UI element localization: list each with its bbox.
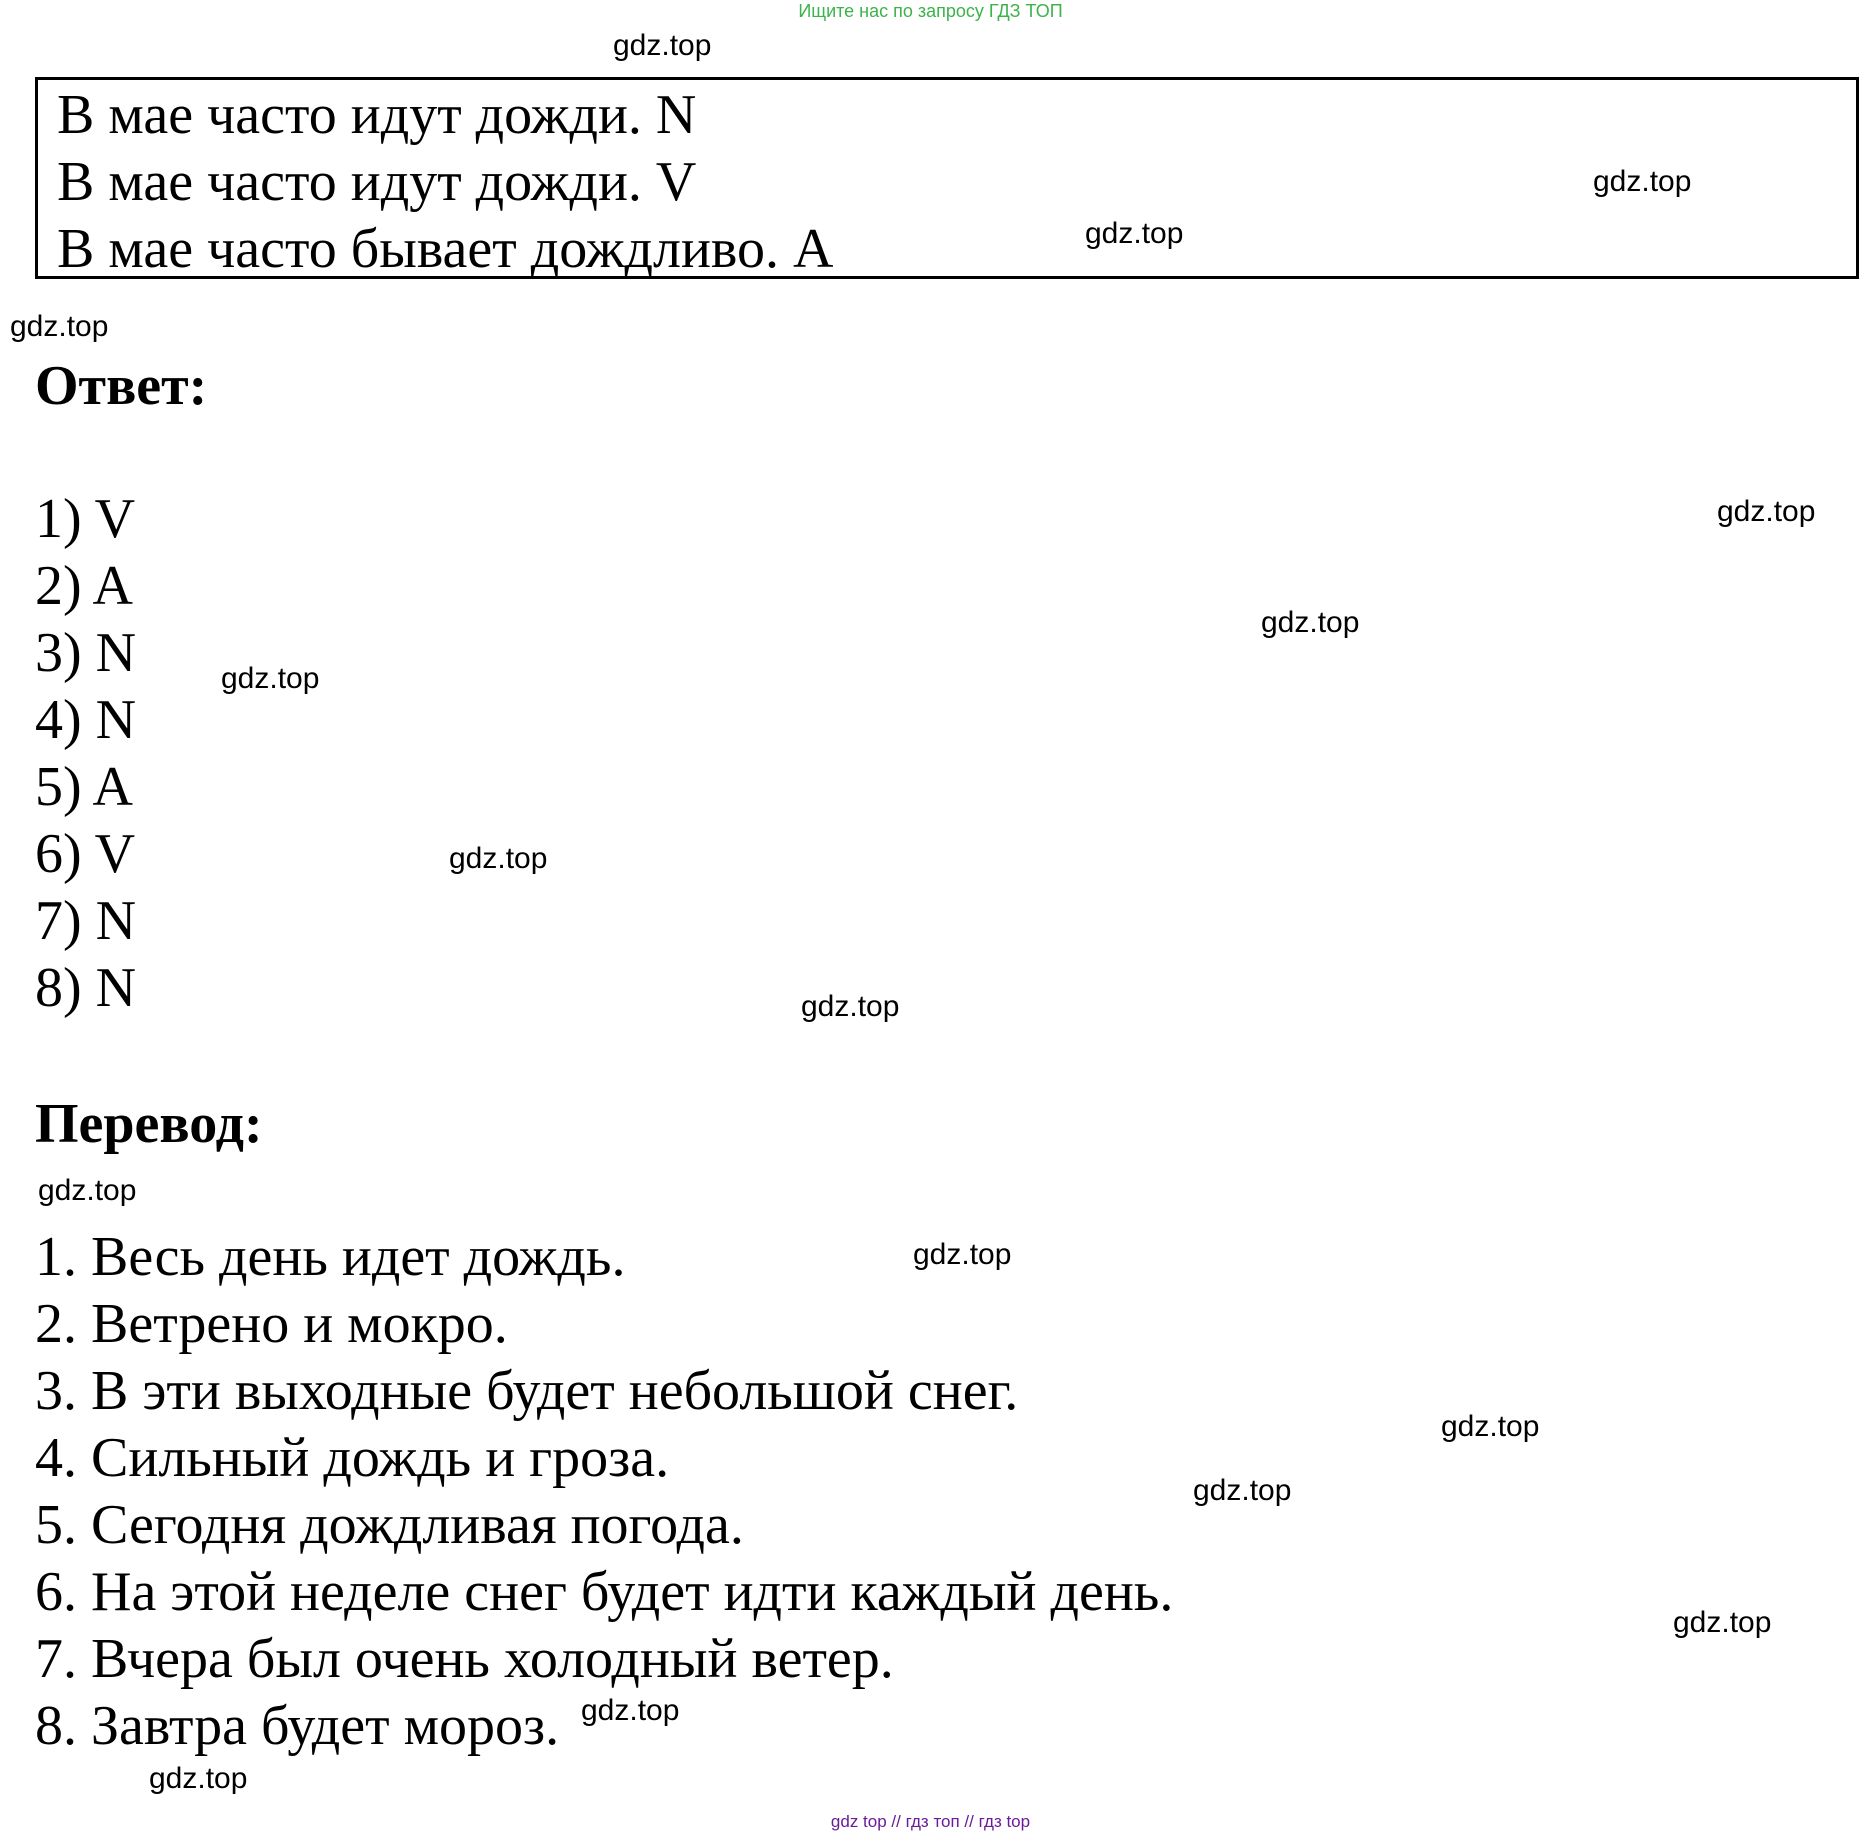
answer-item-3: 3) N	[35, 622, 137, 684]
answer-item-1: 1) V	[35, 488, 136, 550]
translation-item-1: 1. Весь день идет дождь.	[35, 1226, 626, 1288]
translation-item-7: 7. Вчера был очень холодный ветер.	[35, 1628, 894, 1690]
watermark: gdz.top	[1673, 1606, 1772, 1639]
example-sentence-1: В мае часто идут дожди. N	[57, 84, 697, 146]
translation-item-4: 4. Сильный дождь и гроза.	[35, 1427, 670, 1489]
translation-item-3: 3. В эти выходные будет небольшой снег.	[35, 1360, 1019, 1422]
watermark: gdz.top	[1441, 1410, 1540, 1443]
answer-item-8: 8) N	[35, 957, 137, 1019]
example-sentence-3: В мае часто бывает дождливо. A	[57, 218, 834, 280]
translation-item-5: 5. Сегодня дождливая погода.	[35, 1494, 744, 1556]
footer-links: gdz top // гдз топ // гдз top	[830, 1812, 1031, 1831]
translation-item-6: 6. На этой неделе снег будет идти каждый день.	[35, 1561, 1174, 1623]
watermark: gdz.top	[10, 310, 109, 343]
watermark: gdz.top	[581, 1694, 680, 1727]
answer-heading: Ответ:	[35, 355, 208, 417]
watermark: gdz.top	[613, 29, 712, 62]
watermark: gdz.top	[1193, 1474, 1292, 1507]
translation-heading: Перевод:	[35, 1093, 263, 1155]
answer-item-2: 2) A	[35, 555, 133, 617]
watermark: gdz.top	[38, 1174, 137, 1207]
watermark: gdz.top	[221, 662, 320, 695]
watermark: gdz.top	[1593, 165, 1692, 198]
watermark: gdz.top	[1261, 606, 1360, 639]
example-sentence-2: В мае часто идут дожди. V	[57, 151, 697, 213]
answer-item-4: 4) N	[35, 689, 137, 751]
watermark: gdz.top	[801, 990, 900, 1023]
watermark: gdz.top	[1085, 217, 1184, 250]
answer-item-7: 7) N	[35, 890, 137, 952]
translation-item-8: 8. Завтра будет мороз.	[35, 1695, 560, 1757]
watermark: gdz.top	[149, 1762, 248, 1795]
watermark: gdz.top	[913, 1238, 1012, 1271]
watermark: gdz.top	[1717, 495, 1816, 528]
search-hint-banner: Ищите нас по запросу ГДЗ ТОП	[798, 1, 1063, 21]
answer-item-5: 5) A	[35, 756, 133, 818]
translation-item-2: 2. Ветрено и мокро.	[35, 1293, 508, 1355]
watermark: gdz.top	[449, 842, 548, 875]
answer-item-6: 6) V	[35, 823, 136, 885]
